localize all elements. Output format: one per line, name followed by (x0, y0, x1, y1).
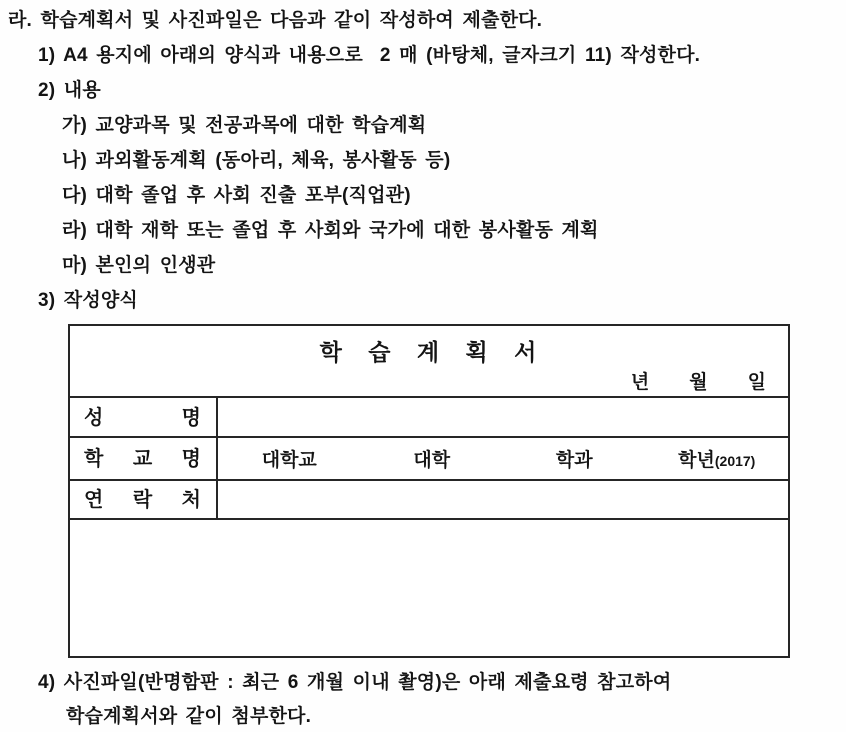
date-day-label: 일 (747, 372, 766, 393)
doc-subitem-ra: 라) 대학 재학 또는 졸업 후 사회와 국가에 대한 봉사활동 계획 (62, 220, 599, 241)
date-year-label: 년 (630, 372, 650, 393)
footer-block (0, 671, 846, 729)
school-label: 학 교 명 (70, 438, 218, 479)
contact-label: 연 락 처 (70, 481, 218, 518)
form-row-school (70, 438, 788, 481)
name-label: 성 명 (70, 398, 218, 436)
school-univ-label: 대학교 (261, 450, 317, 471)
school-dept-label: 학과 (555, 450, 593, 471)
doc-item-4-cont: 학습계획서와 같이 첨부한다. (66, 706, 312, 727)
doc-subitem-da: 다) 대학 졸업 후 사회 진출 포부(직업관) (62, 185, 411, 206)
contact-value-cell (218, 481, 788, 518)
form-title: 학 습 계 획 서 (319, 339, 539, 365)
form-row-name (70, 398, 788, 438)
name-value-cell (218, 398, 788, 436)
study-plan-form-table (68, 324, 790, 658)
doc-item-2: 2) 내용 (38, 80, 101, 101)
form-date-line (70, 367, 788, 394)
doc-item-1: 1) A4 용지에 아래의 양식과 내용으로 2 매 (바탕체, 글자크기 11) 작성한다. (38, 45, 701, 66)
doc-item-3: 3) 작성양식 (38, 290, 138, 311)
doc-subitem-ga: 가) 교양과목 및 전공과목에 대한 학습계획 (62, 115, 427, 136)
doc-item-4: 4) 사진파일(반명함판 : 최근 6 개월 이내 촬영)은 아래 제출요령 참고하여 (38, 672, 672, 693)
school-value-cell (218, 438, 788, 479)
grade-text: 학년 (678, 450, 715, 471)
form-header-cell (70, 326, 788, 398)
form-row-contact (70, 481, 788, 520)
date-month-label: 월 (689, 372, 708, 393)
grade-year-note: (2017) (714, 453, 756, 469)
school-grade-label (646, 445, 789, 472)
doc-heading-ra: 라. 학습계획서 및 사진파일은 다음과 같이 작성하여 제출한다. (8, 10, 543, 31)
doc-subitem-na: 나) 과외활동계획 (동아리, 체육, 봉사활동 등) (62, 150, 451, 171)
form-body-cell (70, 520, 788, 656)
doc-subitem-ma: 마) 본인의 인생관 (62, 255, 216, 276)
school-college-label: 대학 (413, 450, 451, 471)
